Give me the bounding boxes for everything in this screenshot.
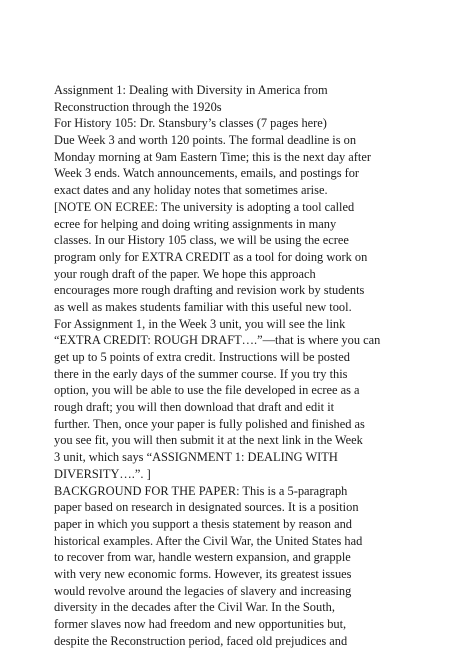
document-line: would revolve around the legacies of slavery and increasing — [54, 583, 352, 598]
document-line: diversity in the decades after the Civil War. In the South, — [54, 600, 335, 615]
document-line: For History 105: Dr. Stansbury’s classes (7 pages here) — [54, 116, 327, 131]
document-line: Week 3 ends. Watch announcements, emails, and postings for — [54, 166, 360, 181]
document-line: option, you will be able to use the file developed in ecree as a — [54, 383, 360, 398]
document-line: there in the early days of the summer course. If you try this — [54, 366, 348, 381]
document-line: Assignment 1: Dealing with Diversity in America from — [54, 83, 328, 97]
document-line: BACKGROUND FOR THE PAPER: This is a 5-paragraph — [54, 483, 348, 498]
document-line: classes. In our History 105 class, we will be using the ecree — [54, 233, 349, 248]
document-line: [NOTE ON ECREE: The university is adopting a tool called — [54, 199, 355, 214]
document-line: despite the Reconstruction period, faced old prejudices and — [54, 633, 348, 648]
document-line: For Assignment 1, in the Week 3 unit, you will see the link — [54, 316, 346, 331]
document-line: further. Then, once your paper is fully polished and finished as — [54, 416, 365, 431]
document-line: paper in which you support a thesis statement by reason and — [54, 516, 352, 531]
document-line: ecree for helping and doing writing assignments in many — [54, 216, 337, 231]
document-body — [54, 82, 444, 649]
document-line: 3 unit, which says “ASSIGNMENT 1: DEALING WITH — [54, 450, 338, 465]
document-line: program only for EXTRA CREDIT as a tool for doing work on — [54, 249, 368, 264]
document-line: paper based on research in designated sources. It is a position — [54, 500, 359, 515]
document-line: encourages more rough drafting and revision work by students — [54, 283, 365, 298]
document-line: your rough draft of the paper. We hope this approach — [54, 266, 316, 281]
document-line: as well as makes students familiar with this useful new tool. — [54, 299, 352, 314]
document-line: DIVERSITY….”. ] — [54, 466, 151, 481]
document-line: you see fit, you will then submit it at the next link in the Week — [54, 433, 363, 448]
document-line: rough draft; you will then download that draft and edit it — [54, 400, 335, 415]
document-line: Due Week 3 and worth 120 points. The formal deadline is on — [54, 133, 357, 148]
document-line: Reconstruction through the 1920s — [54, 99, 222, 114]
document-line: former slaves now had freedom and new opportunities but, — [54, 617, 347, 631]
document-line: with very new economic forms. However, its greatest issues — [54, 566, 352, 581]
document-line: get up to 5 points of extra credit. Instructions will be posted — [54, 350, 350, 364]
document-line: exact dates and any holiday notes that sometimes arise. — [54, 183, 328, 198]
document-line: historical examples. After the Civil War, the United States had — [54, 533, 363, 548]
document-line: Monday morning at 9am Eastern Time; this is the next day after — [54, 149, 371, 164]
document-line: to recover from war, handle western expansion, and grapple — [54, 550, 351, 565]
document-line: “EXTRA CREDIT: ROUGH DRAFT….”—that is where you can — [54, 333, 381, 348]
